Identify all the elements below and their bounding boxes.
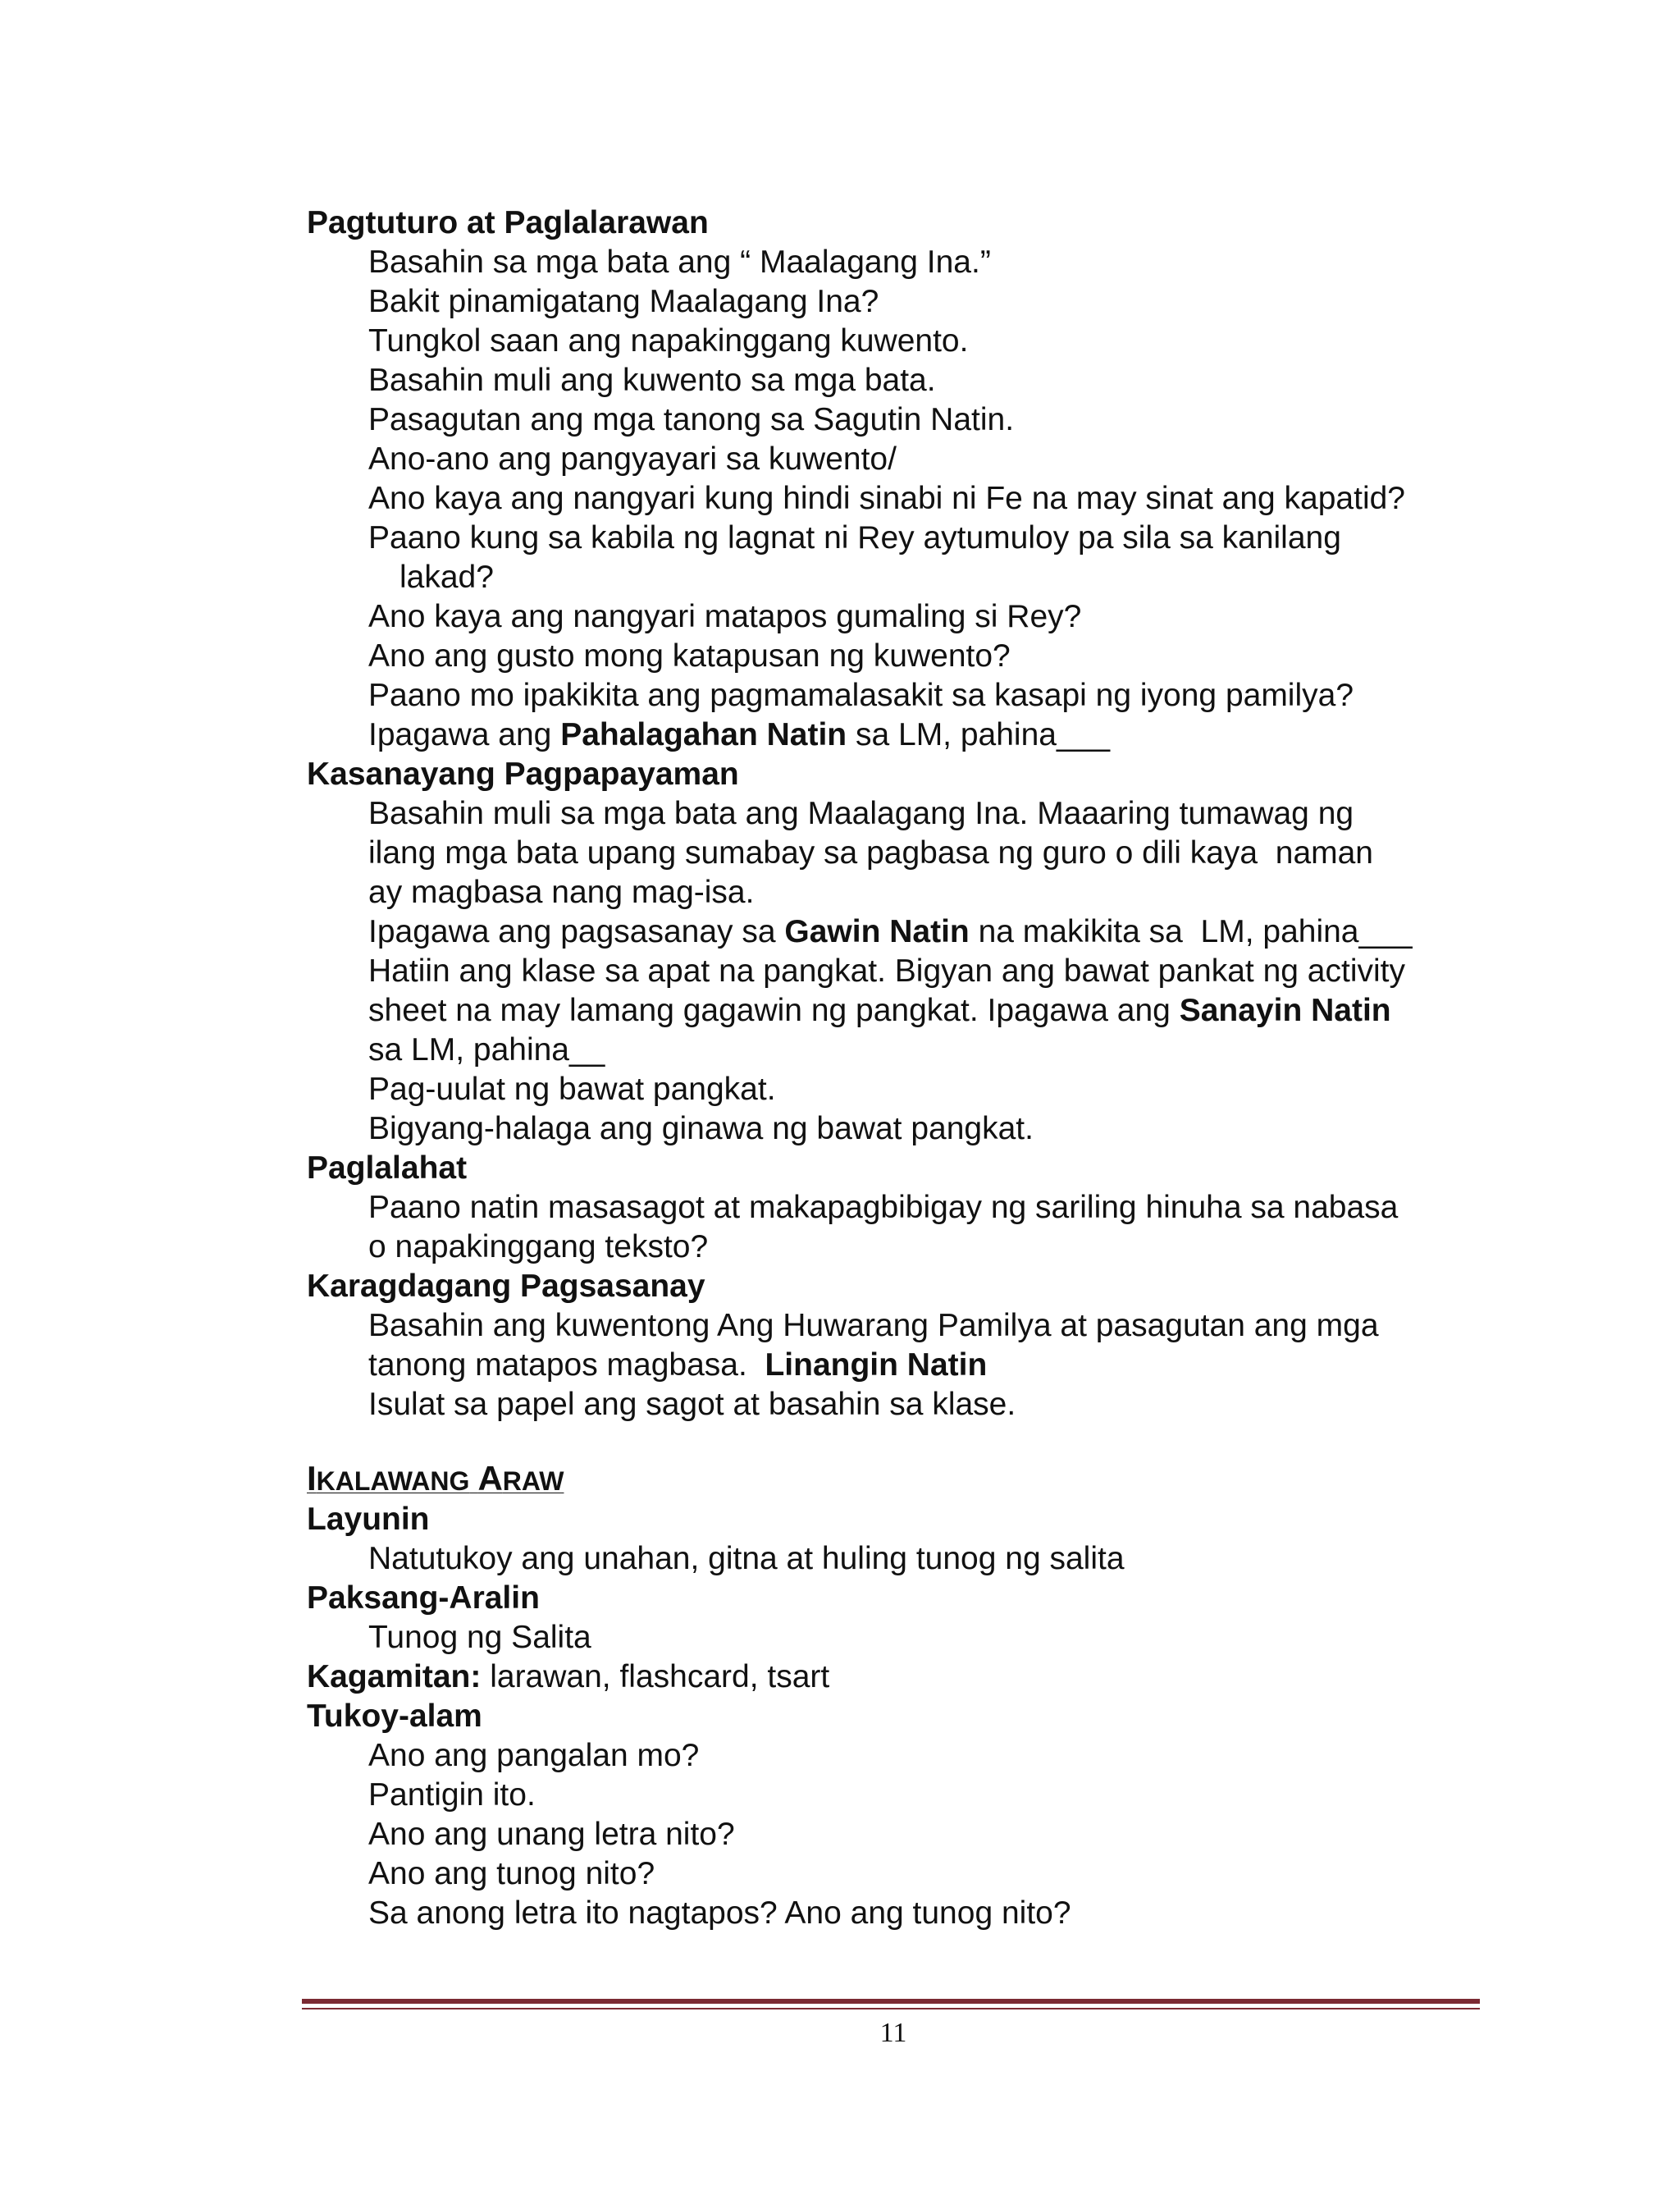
heading-karagdagang: Karagdagang Pagsasanay bbox=[307, 1269, 705, 1304]
heading-layunin: Layunin bbox=[307, 1502, 430, 1537]
heading-paksang-aralin: Paksang-Aralin bbox=[307, 1580, 540, 1616]
text-line-continuation: lakad? bbox=[399, 560, 494, 595]
text-line: Paano kung sa kabila ng lagnat ni Rey aytumuloy pa sila sa kanilang bbox=[368, 520, 1341, 556]
footer-rule-thick bbox=[302, 1999, 1480, 2004]
text-line: Isulat sa papel ang sagot at basahin sa klase. bbox=[368, 1387, 1016, 1422]
text-line: Pasagutan ang mga tanong sa Sagutin Natin. bbox=[368, 402, 1015, 437]
title-cap: I bbox=[307, 1459, 317, 1497]
text-line: Pag-uulat ng bawat pangkat. bbox=[368, 1072, 776, 1107]
text-line: Basahin ang kuwentong Ang Huwarang Pamilya at pasagutan ang mga bbox=[368, 1308, 1379, 1343]
text-line-sanayin bbox=[368, 991, 1391, 1031]
page-number: 11 bbox=[879, 2018, 907, 2048]
heading-tukoy-alam: Tukoy-alam bbox=[307, 1699, 482, 1734]
text-line: Tunog ng Salita bbox=[368, 1620, 591, 1655]
footer-rule-thin bbox=[302, 2008, 1480, 2009]
text-line: Sa anong letra ito nagtapos? Ano ang tunog nito? bbox=[368, 1895, 1071, 1931]
text-line-linangin bbox=[368, 1346, 987, 1385]
title-smallcaps: KALAWANG bbox=[316, 1466, 470, 1496]
kagamitan-value: larawan, flashcard, tsart bbox=[481, 1659, 830, 1694]
text-line: Ano-ano ang pangyayari sa kuwento/ bbox=[368, 441, 897, 477]
text-run: Ipagawa ang bbox=[368, 717, 561, 752]
text-line: sa LM, pahina__ bbox=[368, 1032, 605, 1068]
section-title-ikalawang-araw bbox=[307, 1457, 564, 1500]
bold-term: Pahalagahan Natin bbox=[560, 717, 847, 752]
heading-paglalahat: Paglalahat bbox=[307, 1150, 468, 1186]
heading-kasanayang: Kasanayang Pagpapayaman bbox=[307, 757, 739, 792]
bold-term: Linangin Natin bbox=[765, 1347, 988, 1383]
text-run: Ipagawa ang pagsasanay sa bbox=[368, 914, 785, 949]
text-line: ilang mga bata upang sumabay sa pagbasa ng guro o dili kaya naman bbox=[368, 835, 1373, 871]
text-line: Hatiin ang klase sa apat na pangkat. Bigyan ang bawat pankat ng activity bbox=[368, 953, 1405, 989]
text-line: ay magbasa nang mag-isa. bbox=[368, 875, 755, 910]
text-line: Ano kaya ang nangyari kung hindi sinabi ni Fe na may sinat ang kapatid? bbox=[368, 481, 1405, 516]
title-space bbox=[469, 1459, 477, 1497]
text-line: Basahin muli ang kuwento sa mga bata. bbox=[368, 363, 936, 398]
text-line: Ano kaya ang nangyari matapos gumaling si Rey? bbox=[368, 599, 1082, 634]
text-run: sheet na may lamang gagawin ng pangkat. Ipagawa ang bbox=[368, 993, 1180, 1028]
text-line-gawin bbox=[368, 912, 1413, 952]
text-line: Bigyang-halaga ang ginawa ng bawat pangkat. bbox=[368, 1111, 1034, 1146]
text-line: Ano ang tunog nito? bbox=[368, 1856, 655, 1891]
text-line: Ano ang pangalan mo? bbox=[368, 1738, 700, 1773]
heading-pagtuturo: Pagtuturo at Paglalarawan bbox=[307, 205, 709, 240]
text-line: Basahin sa mga bata ang “ Maalagang Ina.” bbox=[368, 245, 991, 280]
text-line: o napakinggang teksto? bbox=[368, 1229, 709, 1264]
title-smallcaps: RAW bbox=[502, 1466, 564, 1496]
text-line: Tungkol saan ang napakinggang kuwento. bbox=[368, 323, 969, 359]
kagamitan-line bbox=[307, 1657, 829, 1697]
text-line: Pantigin ito. bbox=[368, 1777, 536, 1813]
text-line: Paano mo ipakikita ang pagmamalasakit sa kasapi ng iyong pamilya? bbox=[368, 678, 1354, 713]
text-line: Bakit pinamigatang Maalagang Ina? bbox=[368, 284, 879, 319]
text-run: sa LM, pahina___ bbox=[847, 717, 1111, 752]
bold-term: Sanayin Natin bbox=[1179, 993, 1391, 1028]
text-line: Ano ang unang letra nito? bbox=[368, 1817, 735, 1852]
bold-term: Gawin Natin bbox=[784, 914, 970, 949]
text-run: tanong matapos magbasa. bbox=[368, 1347, 765, 1383]
title-cap: A bbox=[477, 1459, 503, 1497]
text-line: Natutukoy ang unahan, gitna at huling tunog ng salita bbox=[368, 1541, 1125, 1576]
kagamitan-label: Kagamitan: bbox=[307, 1659, 482, 1694]
text-line: Ano ang gusto mong katapusan ng kuwento? bbox=[368, 638, 1011, 674]
text-run: na makikita sa LM, pahina___ bbox=[969, 914, 1413, 949]
text-line: Paano natin masasagot at makapagbibigay ng sariling hinuha sa nabasa bbox=[368, 1190, 1399, 1225]
text-line: Basahin muli sa mga bata ang Maalagang Ina. Maaaring tumawag ng bbox=[368, 796, 1354, 831]
text-line-pahalagahan bbox=[368, 716, 1110, 755]
